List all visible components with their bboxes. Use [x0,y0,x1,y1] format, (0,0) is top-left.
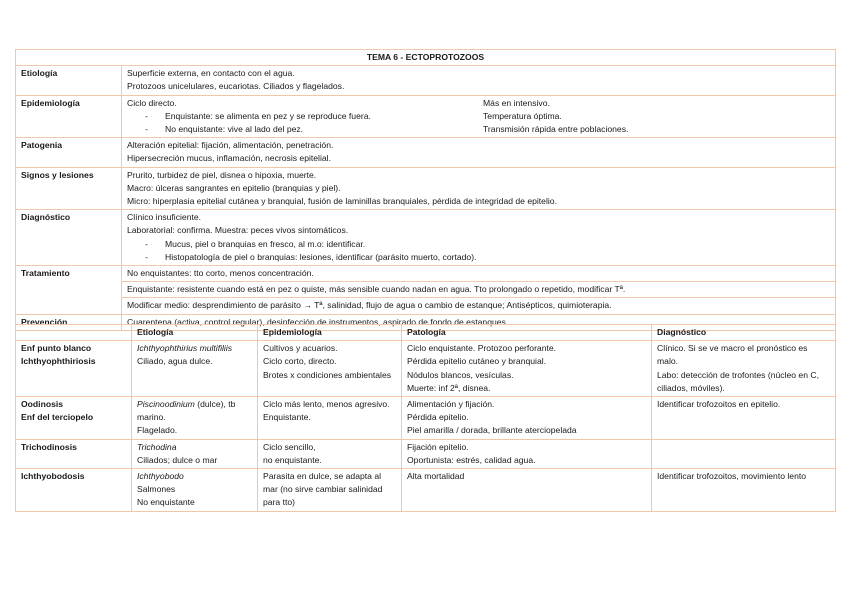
disease-name: Ichthyobodosis [16,469,132,512]
bullet-item: - Histopatología de piel o branquias: lesiones, identificar (parásito muerto, cortado). [127,251,830,264]
row-label-tratamiento: Tratamiento [16,266,122,315]
table-row [16,397,836,440]
text-line: Identificar trofozoitos en epitelio. [657,399,781,410]
etiologia-cell [132,469,258,512]
text-line: No enquistantes: tto corto, menos concentración. [127,268,314,279]
row-label-patogenia: Patogenia [16,138,122,167]
diagnostico-cell [652,397,836,440]
text-line: Flagelado. [137,425,178,436]
text-line: Oportunista: estrés, calidad agua. [407,454,536,465]
column-header-diagnostico: Diagnóstico [652,325,836,341]
table-row [16,298,836,314]
text-line: Transmisión rápida entre poblaciones. [483,124,629,135]
epidemiologia-left [127,97,483,137]
etiologia-cell [132,439,258,468]
text-line: Protozoos unicelulares, eucariotas. Ciliados y flagelados. [127,81,345,92]
empty-header-cell [16,325,132,341]
disease-name [16,341,132,397]
text-line: Modificar medio: desprendimiento de parásito → Tª, salinidad, flujo de agua o cambio de estanque; Antisépticos, quimioterapia. [127,300,612,311]
table-row [16,282,836,298]
table-row [16,439,836,468]
text-line: Oodinosis [21,399,64,410]
table-row [16,266,836,282]
epidemiologia-content [122,95,836,138]
diagnostico-cell [652,439,836,468]
text-line: Enquistante. [263,412,311,423]
text-line: Laboratorial: confirma. Muestra: peces vivos sintomáticos. [127,225,349,236]
header-row [16,325,836,341]
text-line: Micro: hiperplasia epitelial cutánea y branquial, fusión de laminillas branquiales, pérdida de integridad de epitelio. [127,196,557,207]
text-line: Clínico. Si se ve macro el pronóstico es malo. [657,343,808,367]
row-label-signos: Signos y lesiones [16,167,122,210]
epidemiologia-right [483,97,628,137]
etiologia-content [122,66,836,95]
patologia-cell [402,469,652,512]
row-label-prevencion: Prevención [16,314,122,330]
epidemiologia-cell [258,341,402,397]
tratamiento-content [122,282,836,298]
text-line: Cultivos y acuarios. [263,343,338,354]
text-line: Ciliado, agua dulce. [137,356,213,367]
text-line: Temperatura óptima. [483,110,562,121]
tratamiento-content [122,266,836,282]
title-row [16,50,836,66]
text-line: Labo: detección de trofontes (núcleo en C, ciliados, móviles). [657,369,819,393]
column-header-patologia: Patología [402,325,652,341]
text-line: Nódulos blancos, vesículas. [407,369,514,380]
patogenia-content [122,138,836,167]
epidemiologia-cell [258,439,402,468]
text-line: Ciclo corto, directo. [263,356,337,367]
epidemiologia-cell [258,397,402,440]
text-line: Prurito, turbidez de piel, disnea o hipoxia, muerte. [127,169,317,180]
bullet-item: - Enquistante: se alimenta en pez y se reproduce fuera. [127,110,483,123]
table-title: TEMA 6 - ECTOPROTOZOOS [16,50,836,66]
etiologia-cell [132,397,258,440]
text-line: Alta mortalidad [407,471,465,482]
etiologia-cell [132,341,258,397]
text-line: Más en intensivo. [483,97,550,108]
text-line: Enf del terciopelo [21,412,94,423]
table-row [16,341,836,397]
row-label-diagnostico: Diagnóstico [16,210,122,266]
text-line: Ciclo enquistante. Protozoo perforante. [407,343,557,354]
disease-name [16,397,132,440]
text-line: Pérdida epitelio cutáneo y branquial. [407,356,547,367]
patologia-cell [402,341,652,397]
text-line: Macro: úlceras sangrantes en epitelio (branquias y piel). [127,182,341,193]
text-line: Ciclo directo. [127,97,177,108]
bullet-item: - Mucus, piel o branquias en fresco, al m.o: identificar. [127,238,830,251]
table-row [16,167,836,210]
text-line: Enquistante: resistente cuando está en pez o quiste, más sensible cuando nadan en agua. Tto prolongado o repetido, modificar Tª. [127,284,626,295]
text-line: Cuarentena (activa, control regular), desinfección de instrumentos, aspirado de fondo de estanques. [127,316,509,327]
text-line: no enquistante. [263,454,322,465]
table-row [16,138,836,167]
table-row [16,469,836,512]
text-line: Identificar trofozoitos, movimiento lento [657,471,807,482]
table-row [16,95,836,138]
ectoprotozoos-summary-table [15,49,836,331]
species-name: Ichthyobodo [137,471,184,482]
text-line: Brotes x condiciones ambientales [263,369,392,380]
tratamiento-content [122,298,836,314]
species-name: Trichodina [137,441,177,452]
bullet-item: - No enquistante: vive al lado del pez. [127,123,483,136]
row-label-epidemiologia: Epidemiología [16,95,122,138]
text-line: Salmones [137,484,176,495]
text-line: Enf punto blanco [21,343,92,354]
diseases-comparison-table [15,324,836,512]
disease-name: Trichodinosis [16,439,132,468]
text-line: Ciclo sencillo, [263,441,316,452]
text-line: Hipersecreción mucus, inflamación, necrosis epitelial. [127,153,331,164]
text-line: Piel amarilla / dorada, brillante aterciopelada [407,425,577,436]
text-line: Ciclo más lento, menos agresivo. [263,399,390,410]
table-row [16,66,836,95]
text-line: Ciliados; dulce o mar [137,454,218,465]
signos-content [122,167,836,210]
text-line: Muerte: inf 2ª, disnea. [407,382,491,393]
epidemiologia-cell [258,469,402,512]
diagnostico-cell [652,341,836,397]
text-line: Alteración epitelial: fijación, alimentación, penetración. [127,140,334,151]
patologia-cell [402,397,652,440]
text-line [137,398,252,424]
text-fragment: (dulce), tb marino. [137,399,236,423]
column-header-epidemiologia: Epidemiología [258,325,402,341]
diagnostico-cell [652,469,836,512]
text-line: Fijación epitelio. [407,441,469,452]
species-name: Piscinoodinium [137,399,195,410]
row-label-etiologia: Etiología [16,66,122,95]
column-header-etiologia: Etiología [132,325,258,341]
table-row [16,210,836,266]
species-name: Ichthyophthirius multifiliis [137,343,233,354]
text-line: Alimentación y fijación. [407,399,495,410]
text-line: No enquistante [137,497,195,508]
patologia-cell [402,439,652,468]
text-line: Parasita en dulce, se adapta al mar (no sirve cambiar salinidad para tto) [263,471,383,508]
text-line: Superficie externa, en contacto con el agua. [127,68,295,79]
text-line: Pérdida epitelio. [407,412,469,423]
diagnostico-content [122,210,836,266]
text-line: Ichthyophthiriosis [21,356,96,367]
text-line: Clínico insuficiente. [127,212,202,223]
